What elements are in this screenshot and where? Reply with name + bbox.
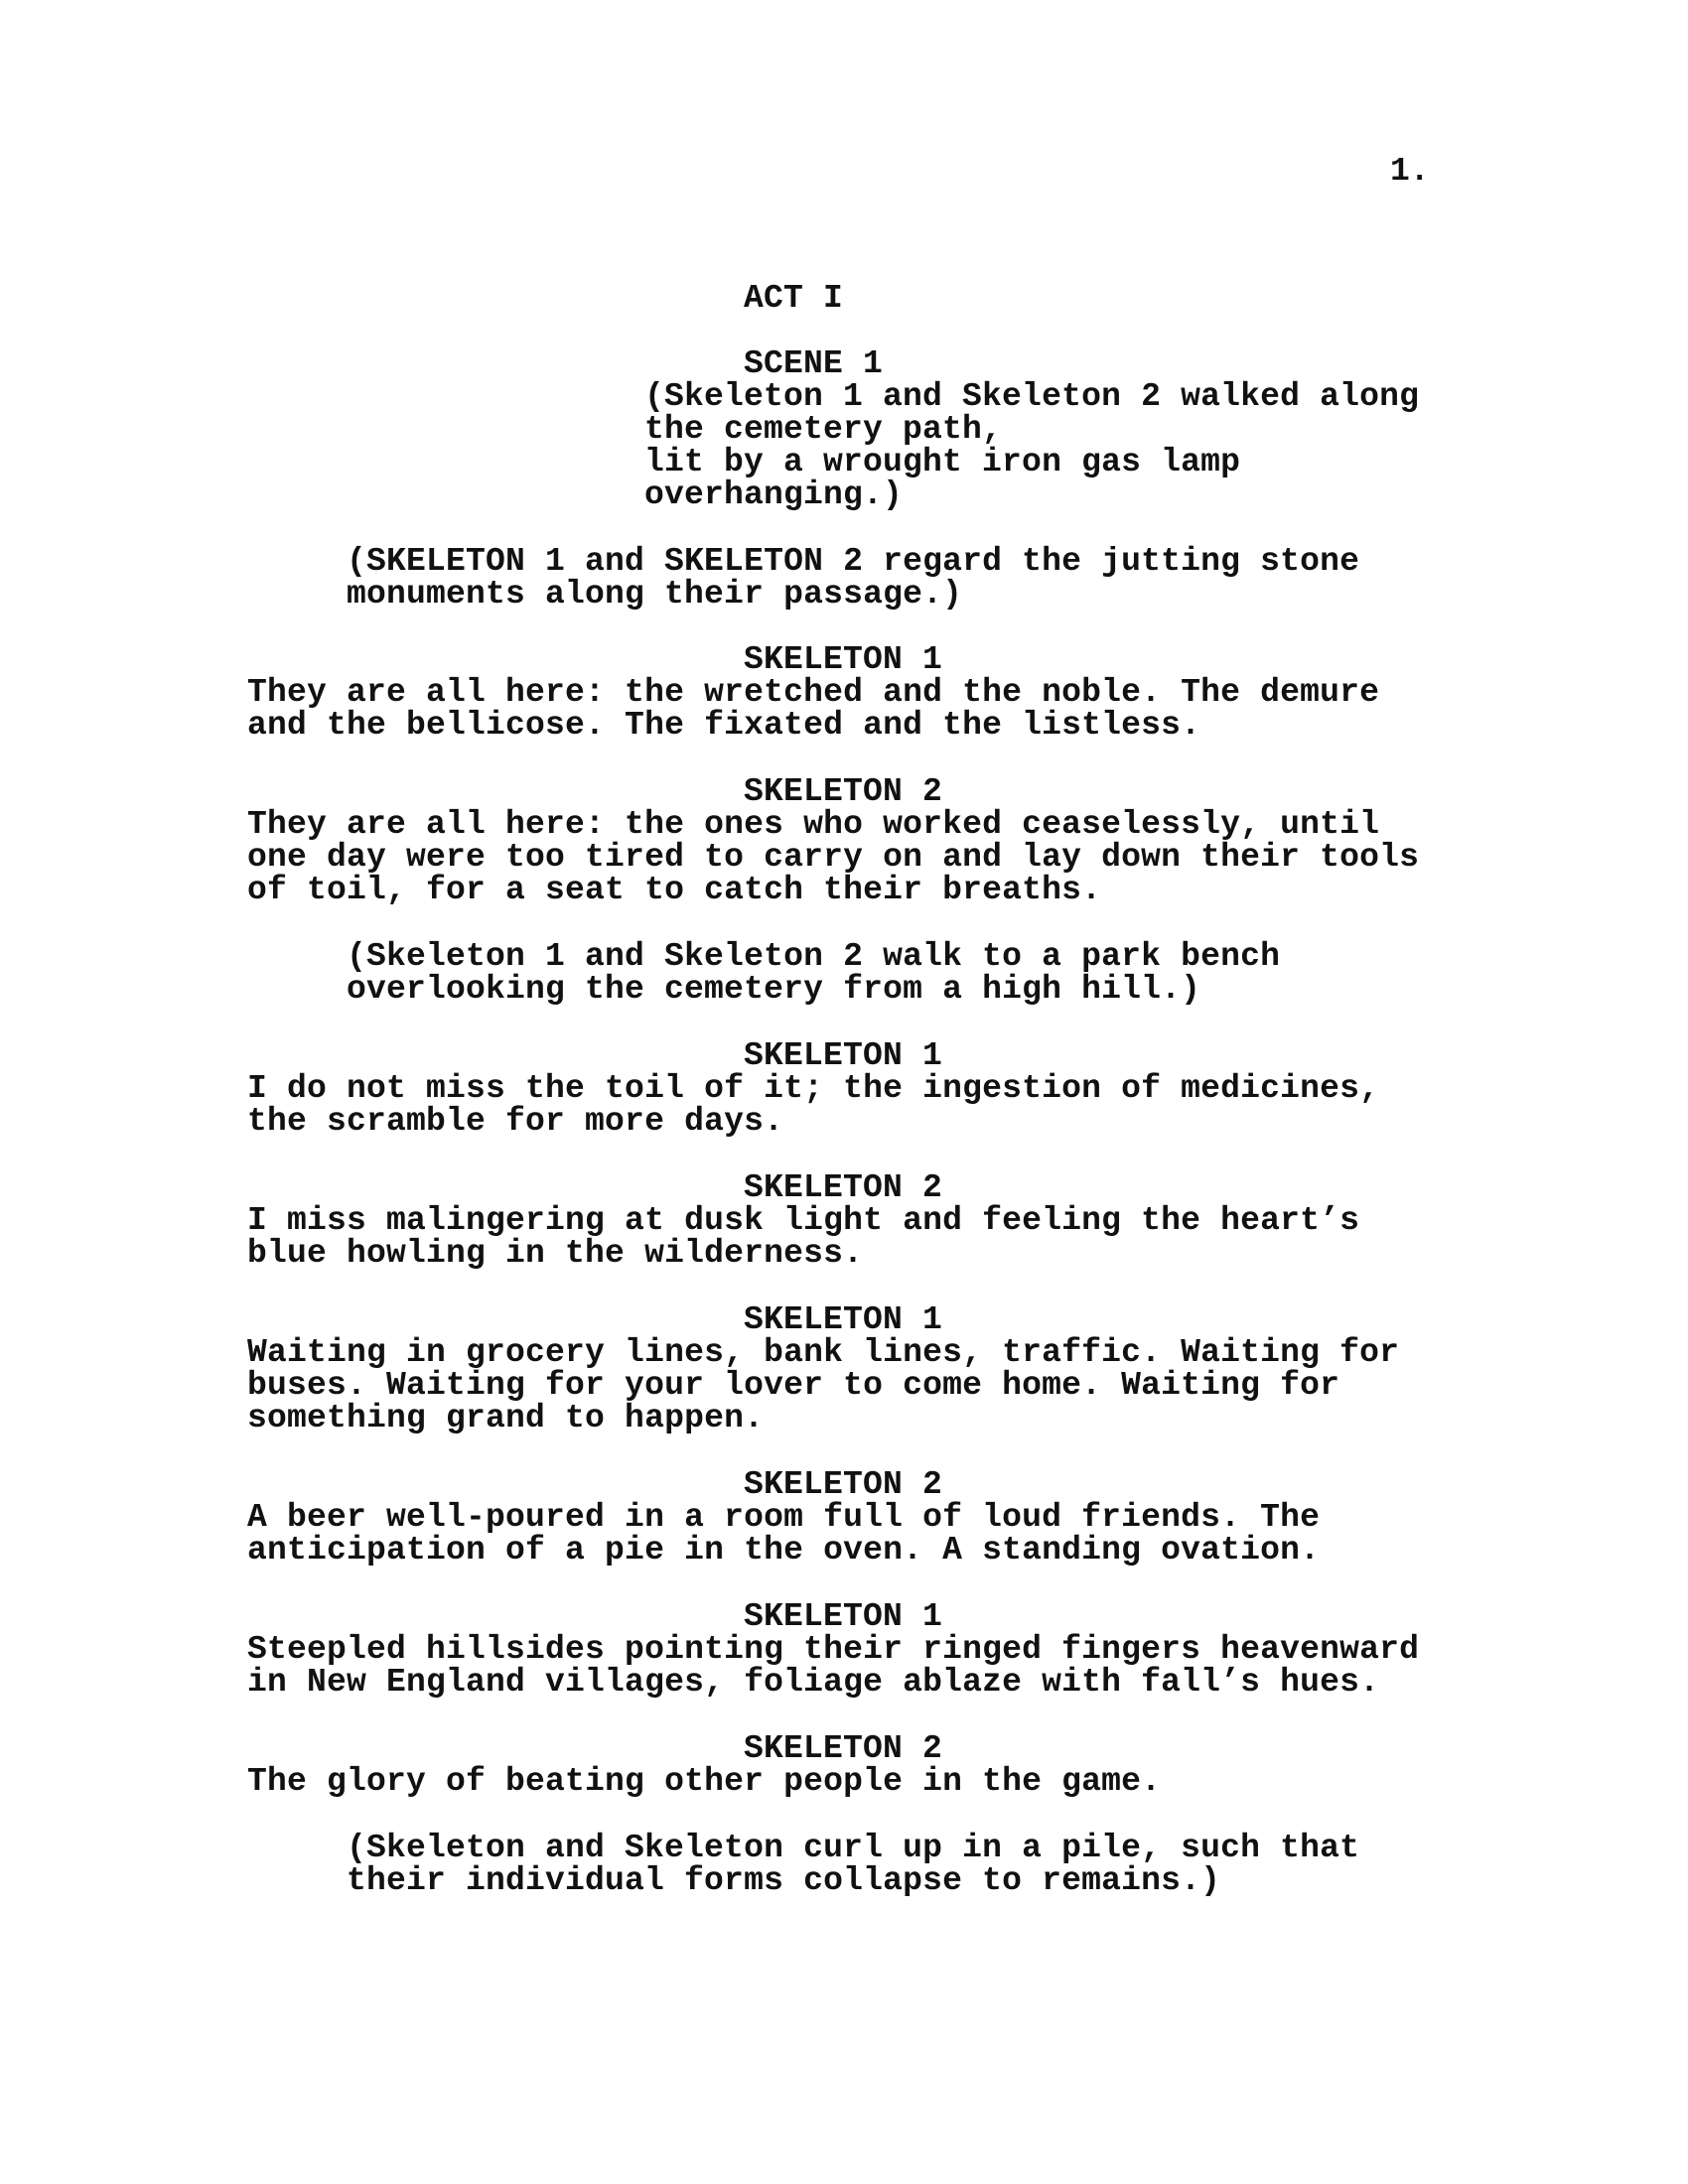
dialogue-line: buses. Waiting for your lover to come home. Waiting for xyxy=(247,1367,1340,1404)
character-name: SKELETON 2 xyxy=(744,1466,943,1503)
act-heading: ACT I xyxy=(744,280,844,317)
dialogue-line: something grand to happen. xyxy=(247,1400,765,1436)
character-name: SKELETON 1 xyxy=(744,1301,943,1338)
character-name: SKELETON 2 xyxy=(744,1169,943,1206)
scene-description-line: lit by a wrought iron gas lamp xyxy=(644,444,1241,480)
dialogue-line: of toil, for a seat to catch their breaths. xyxy=(247,872,1102,908)
scene-description-line: (Skeleton 1 and Skeleton 2 walked along xyxy=(644,378,1420,415)
dialogue-line: I miss malingering at dusk light and feeling the heart’s xyxy=(247,1202,1360,1239)
dialogue-line: one day were too tired to carry on and lay down their tools xyxy=(247,839,1420,876)
character-name: SKELETON 1 xyxy=(744,641,943,678)
dialogue-line: They are all here: the ones who worked ceaselessly, until xyxy=(247,806,1380,843)
stage-direction-line: their individual forms collapse to remains.) xyxy=(347,1862,1221,1899)
dialogue-line: I do not miss the toil of it; the ingestion of medicines, xyxy=(247,1070,1380,1107)
dialogue-line: Steepled hillsides pointing their ringed fingers heavenward xyxy=(247,1631,1420,1668)
character-name: SKELETON 1 xyxy=(744,1037,943,1074)
dialogue-line: The glory of beating other people in the game. xyxy=(247,1763,1162,1800)
stage-direction-line: (SKELETON 1 and SKELETON 2 regard the jutting stone xyxy=(347,543,1360,580)
dialogue-line: A beer well-poured in a room full of loud friends. The xyxy=(247,1499,1321,1536)
dialogue-line: Waiting in grocery lines, bank lines, traffic. Waiting for xyxy=(247,1334,1400,1371)
scene-description-line: overhanging.) xyxy=(644,477,904,513)
stage-direction-line: overlooking the cemetery from a high hill.) xyxy=(347,971,1201,1008)
scene-heading: SCENE 1 xyxy=(744,345,884,382)
character-name: SKELETON 1 xyxy=(744,1598,943,1635)
character-name: SKELETON 2 xyxy=(744,1730,943,1767)
dialogue-line: anticipation of a pie in the oven. A standing ovation. xyxy=(247,1532,1321,1569)
scene-description-line: the cemetery path, xyxy=(644,411,1003,448)
dialogue-line: They are all here: the wretched and the noble. The demure xyxy=(247,674,1380,711)
page-number: 1. xyxy=(1390,153,1430,190)
dialogue-line: in New England villages, foliage ablaze with fall’s hues. xyxy=(247,1664,1380,1701)
stage-direction-line: monuments along their passage.) xyxy=(347,576,963,613)
dialogue-line: the scramble for more days. xyxy=(247,1103,784,1140)
stage-direction-line: (Skeleton and Skeleton curl up in a pile, such that xyxy=(347,1830,1360,1866)
character-name: SKELETON 2 xyxy=(744,773,943,810)
dialogue-line: blue howling in the wilderness. xyxy=(247,1235,864,1272)
dialogue-line: and the bellicose. The fixated and the listless. xyxy=(247,707,1201,744)
stage-direction-line: (Skeleton 1 and Skeleton 2 walk to a park bench xyxy=(347,938,1281,975)
